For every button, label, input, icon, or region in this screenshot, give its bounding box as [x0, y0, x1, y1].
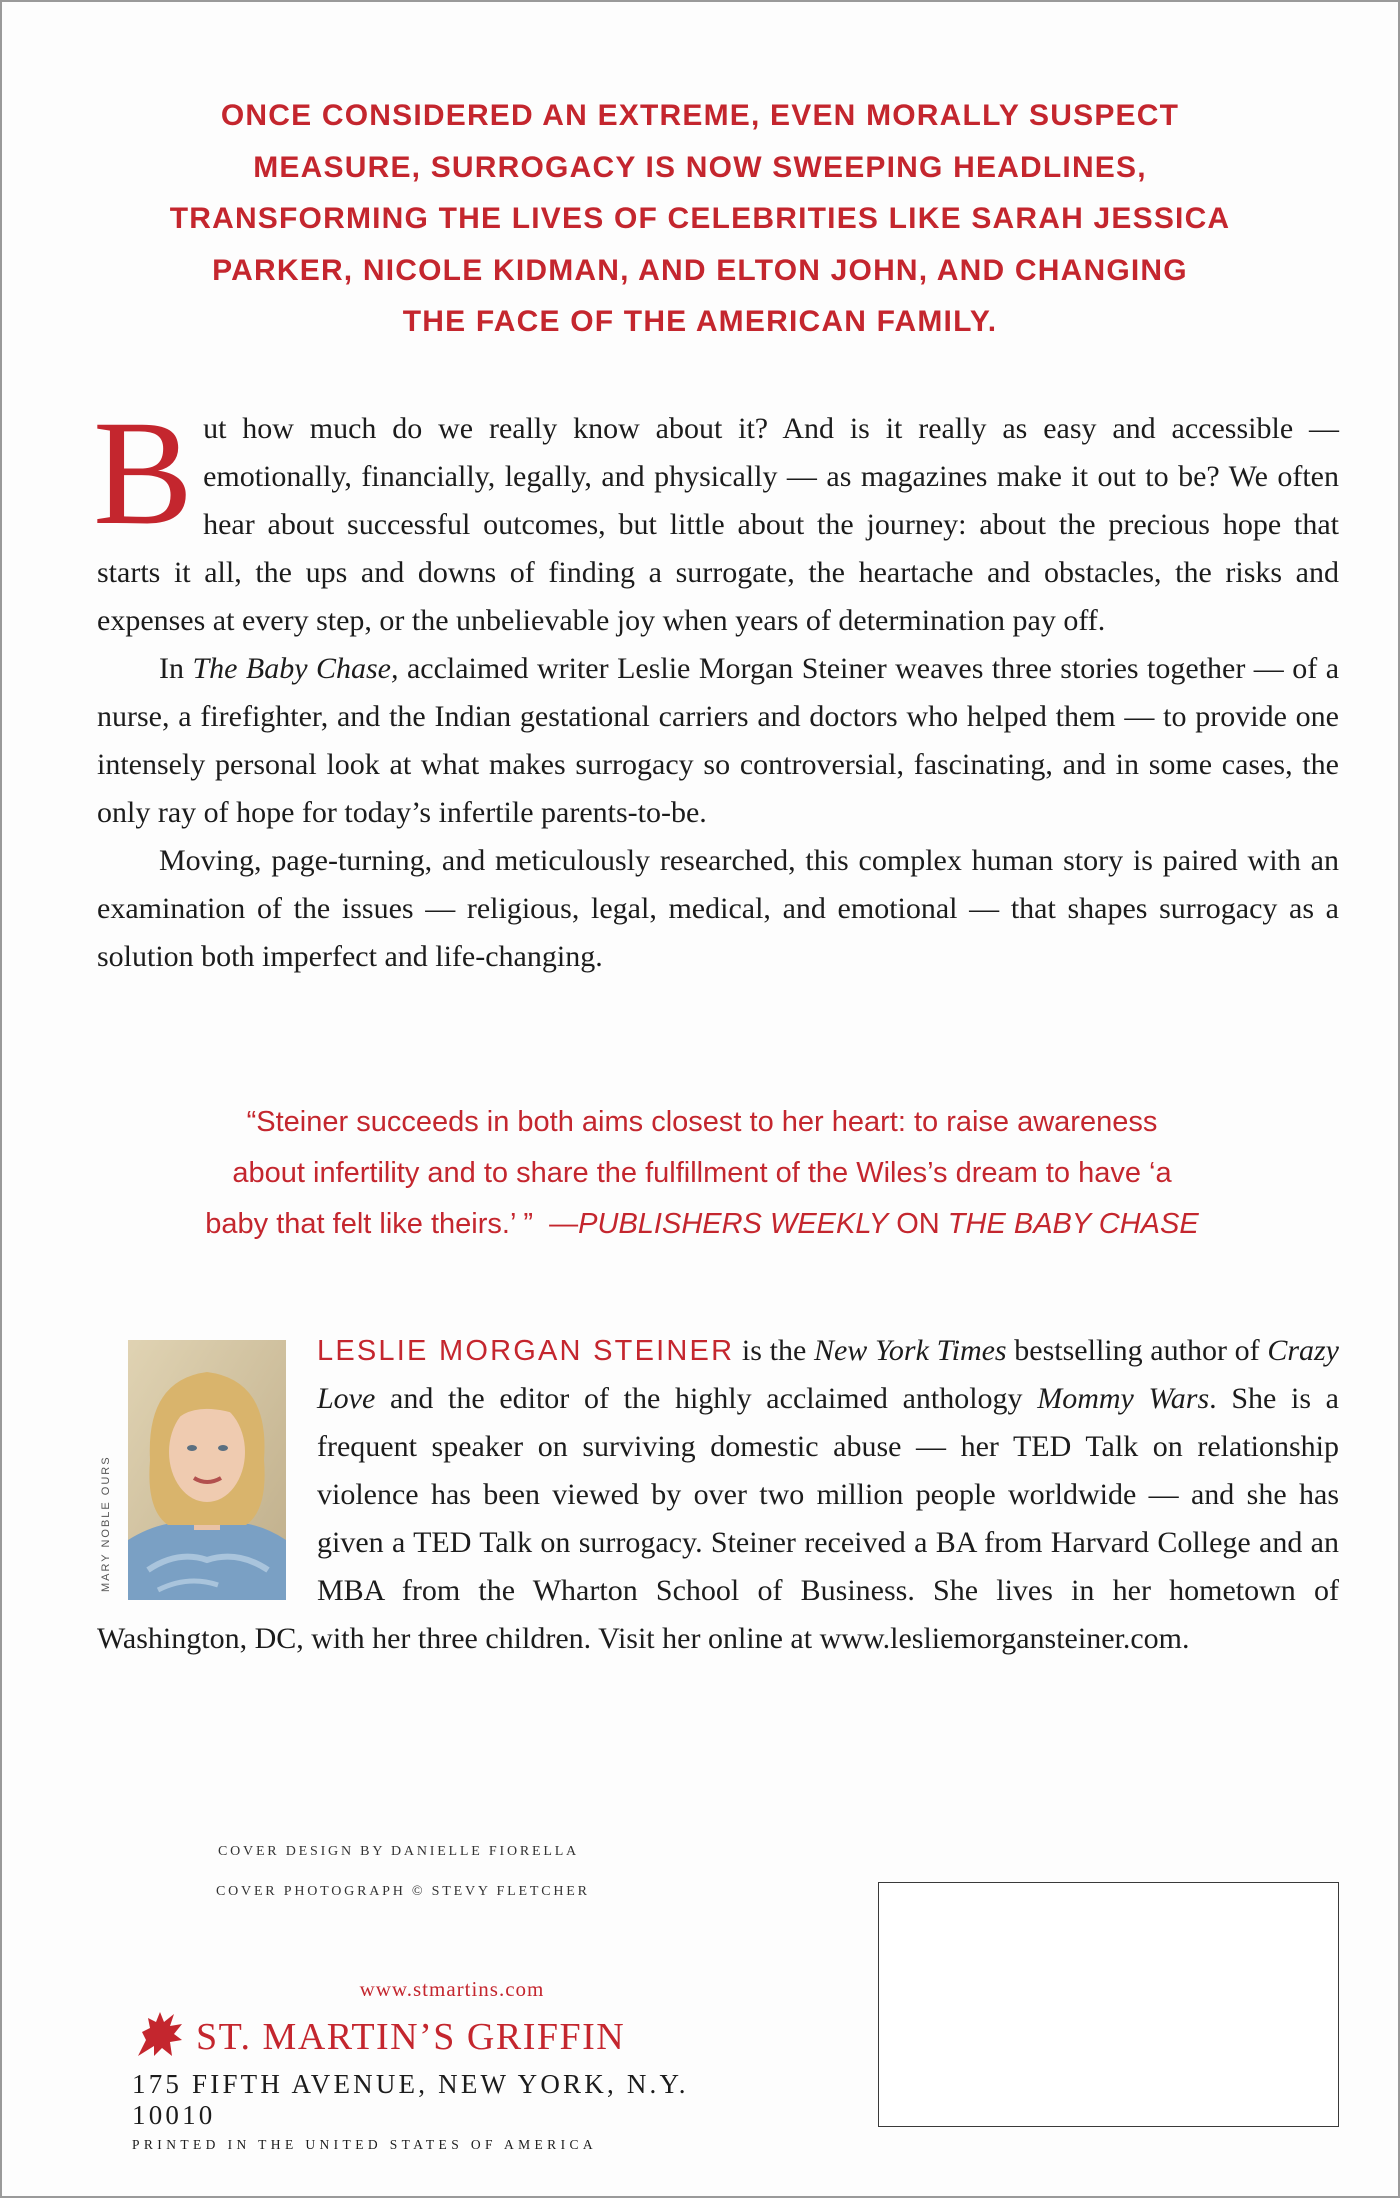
photo-spacer — [97, 1327, 317, 1612]
headline-line: THE FACE OF THE AMERICAN FAMILY. — [402, 305, 998, 338]
drop-cap: B — [93, 390, 194, 556]
book-title: The Baby Chase, — [192, 652, 399, 685]
quote-line: about infertility and to share the fulfillment of the Wiles’s dream to have ‘a — [232, 1157, 1172, 1189]
paragraph-1-text: ut how much do we really know about it? And is it really as easy and accessible — emotionally, financially, legally, and physically — as magazines make it out to be? We often hear about successful outcomes, but little about the journey: about the precious hope that starts it all, the ups and downs of finding a surrogate, the heartache and obstacles, the risks and expenses at every step, or the unbelievable joy when years of determination pay off. — [97, 412, 1339, 637]
quote-text: baby that felt like theirs.’ ” — [205, 1208, 534, 1240]
cover-design-credit: COVER DESIGN BY DANIELLE FIORELLA — [218, 1844, 579, 1859]
description-paragraph-3: Moving, page-turning, and meticulously researched, this complex human story is paired with an examination of the issues — religious, legal, medical, and emotional — that shapes surrogacy as a solution both imperfect and life-changing. — [97, 844, 1339, 973]
photo-credit: MARY NOBLE OURS — [100, 1455, 112, 1592]
headline-line: MEASURE, SURROGACY IS NOW SWEEPING HEADLINES, — [253, 150, 1147, 184]
cover-photo-credit: COVER PHOTOGRAPH © STEVY FLETCHER — [216, 1884, 590, 1899]
publisher-address: 175 FIFTH AVENUE, NEW YORK, N.Y. 10010 — [132, 2069, 689, 2130]
quote-book-title: THE BABY CHASE — [947, 1208, 1199, 1240]
description-paragraph-1 — [93, 390, 1339, 645]
quote-dash: — — [549, 1208, 579, 1240]
bio-text: and the editor of the highly acclaimed anthology — [375, 1382, 1038, 1415]
quote-on: ON — [888, 1208, 948, 1240]
griffin-icon — [132, 2006, 188, 2067]
book-title: Crazy Love — [317, 1334, 1339, 1415]
publisher-block — [132, 1977, 742, 2153]
publisher-url: www.stmartins.com — [359, 1977, 545, 2001]
description-paragraph-2 — [97, 645, 1339, 837]
quote-line-last — [72, 1199, 1332, 1250]
quote-source: PUBLISHERS WEEKLY — [578, 1208, 889, 1240]
publication-title: New York Times — [813, 1334, 1007, 1367]
publisher-name-row — [132, 2006, 742, 2067]
barcode-area — [878, 1882, 1339, 2127]
bio-text: is the — [734, 1334, 814, 1367]
printed-in: PRINTED IN THE UNITED STATES OF AMERICA — [132, 2137, 598, 2152]
review-quote — [72, 1097, 1332, 1250]
book-title: Mommy Wars — [1037, 1382, 1210, 1415]
bio-text: . She is a frequent speaker on surviving domestic abuse — her TED Talk on relationship violence has been viewed by over two million people worldwide — and she has given a TED Talk on surrogacy. Steiner received a BA from Harvard College and an MBA from the Wharton School of Business. She lives in her hometown of Washington, DC, with her three children. Visit her online at www.lesliemorgansteiner.com. — [97, 1382, 1339, 1655]
book-description — [93, 390, 1340, 981]
quote-line: “Steiner succeeds in both aims closest to her heart: to raise awareness — [246, 1106, 1158, 1138]
publisher-name: ST. MARTIN’S GRIFFIN — [196, 2015, 626, 2058]
paragraph-2-text: acclaimed writer Leslie Morgan Steiner weaves three stories together — of a nurse, a firefighter, and the Indian gestational carriers and doctors who helped them — to provide one intensely personal look at what makes surrogacy so controversial, fascinating, and in some cases, the only ray of hope for today’s infertile parents-to-be. — [97, 652, 1340, 829]
headline-line: ONCE CONSIDERED AN EXTREME, EVEN MORALLY SUSPECT — [220, 99, 1180, 132]
author-bio — [97, 1327, 1339, 1663]
headline-line: TRANSFORMING THE LIVES OF CELEBRITIES LIKE SARAH JESSICA — [169, 202, 1231, 235]
paragraph-2-lead: In — [159, 652, 193, 685]
headline — [97, 90, 1303, 348]
bio-text: bestselling author of — [1006, 1334, 1268, 1367]
headline-line: PARKER, NICOLE KIDMAN, AND ELTON JOHN, AND CHANGING — [212, 253, 1188, 287]
author-name: LESLIE MORGAN STEINER — [317, 1335, 735, 1367]
